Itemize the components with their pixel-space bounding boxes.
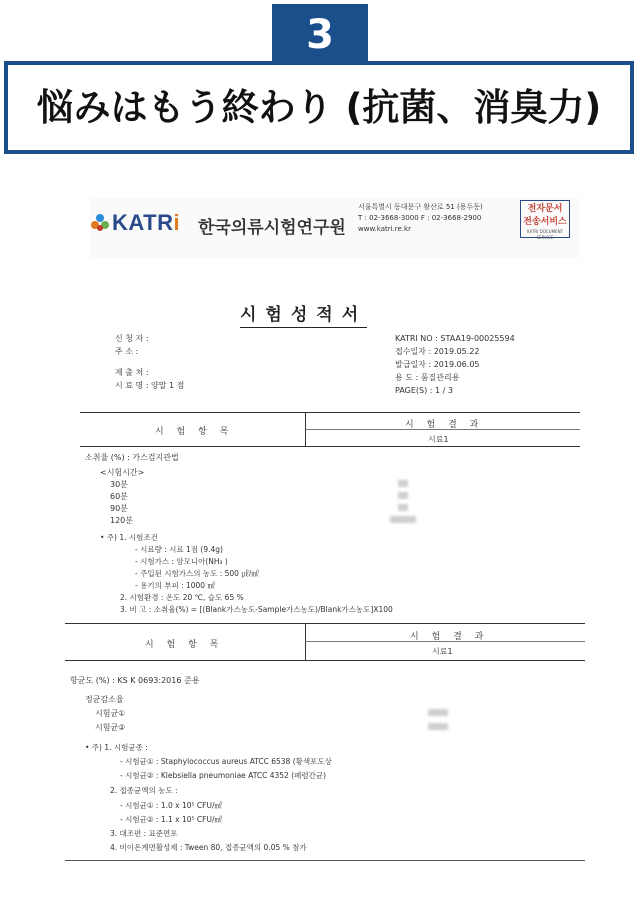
test-time-header: <시험시간>: [100, 468, 145, 477]
test-report-document: [60, 180, 590, 880]
organization-address: 서울특별시 동대문구 왕산로 51 (용두동) T : 02-3668-3000 F : 02-3668-2900 www.katri.re.kr: [358, 203, 483, 233]
note-line: 2. 시험환경 : 온도 20 ℃, 습도 65 %: [120, 593, 244, 602]
strain-row: 시험균②: [95, 723, 126, 732]
report-letterhead: [90, 198, 580, 258]
katri-logo-icon: [90, 213, 110, 233]
katri-logo-text: KATRi: [112, 210, 181, 235]
step-number-badge: 3: [272, 4, 368, 66]
table2-sample-header: 시료1: [432, 647, 453, 656]
note-line: - 시험균② : Klebsiella pneumoniae ATCC 4352 (폐렴간균): [120, 771, 327, 780]
organization-name: 한국의류시험연구원: [198, 218, 346, 238]
note-line: - 용기의 부피 : 1000 ㎖: [135, 581, 215, 590]
note-line: • 주) 1. 시험균종 :: [85, 743, 148, 752]
note-line: - 주입된 시험가스의 농도 : 500 ㎕/㎖: [135, 569, 259, 578]
time-row: 30분: [110, 480, 128, 489]
time-row: 120분: [110, 516, 133, 525]
report-title: 시험성적서: [240, 300, 367, 328]
table2-result-header: 시 험 결 과: [410, 632, 489, 642]
note-line: 3. 대조편 : 표준면포: [110, 829, 178, 838]
bacteriostatic-title: 정균감소율: [85, 695, 124, 704]
note-line: 4. 비이온계면활성제 : Tween 80, 접종균액의 0.05 % 첨가: [110, 843, 307, 852]
redacted-value: [398, 480, 408, 487]
note-line: 3. 비 고 : 소취율(%) = [(Blank가스농도-Sample가스농도)/Blank가스농도]X100: [120, 605, 393, 614]
time-row: 90분: [110, 504, 128, 513]
strain-row: 시험균①: [95, 709, 126, 718]
table1-item-header: 시 험 항 목: [155, 427, 234, 437]
banner-title: 悩みはもう終わり (抗菌、消臭力): [4, 61, 634, 154]
redacted-value: [398, 504, 408, 511]
time-row: 60분: [110, 492, 128, 501]
redacted-value: [390, 516, 416, 523]
applicant-info: 신 청 자 : 주 소 : 제 출 처 : 시 료 명 : 양말 1 점: [115, 334, 185, 390]
antibacterial-title: 항균도 (%) : KS K 0693:2016 준용: [70, 676, 200, 685]
table1-result-header: 시 험 결 과: [405, 420, 484, 430]
deodorization-title: 소취율 (%) : 가스검지관법: [85, 453, 179, 462]
report-info: KATRI NO : STAA19-00025594 접수일자 : 2019.05.22 발급일자 : 2019.06.05 용 도 : 품질관리용 PAGE(S) : 1 / 3: [395, 334, 515, 395]
redacted-value: [398, 492, 408, 499]
electronic-document-stamp: 전자문서 전송서비스 KATRI DOCUMENT SERVICE: [520, 200, 570, 238]
redacted-value: [428, 723, 448, 730]
note-line: • 주) 1. 시험조건: [100, 533, 158, 542]
note-line: - 시험균② : 1.1 x 10⁵ CFU/㎖: [120, 815, 222, 824]
note-line: - 시험균① : 1.0 x 10⁵ CFU/㎖: [120, 801, 222, 810]
redacted-value: [428, 709, 448, 716]
table2-item-header: 시 험 항 목: [145, 640, 224, 650]
note-line: - 시험균① : Staphylococcus aureus ATCC 6538 (황색포도상: [120, 757, 332, 766]
table1-sample-header: 시료1: [428, 435, 449, 444]
note-line: - 시료량 : 시료 1점 (9.4g): [135, 545, 223, 554]
note-line: 2. 접종균액의 농도 :: [110, 786, 178, 795]
note-line: - 시험가스 : 암모니아(NH₃ ): [135, 557, 228, 566]
